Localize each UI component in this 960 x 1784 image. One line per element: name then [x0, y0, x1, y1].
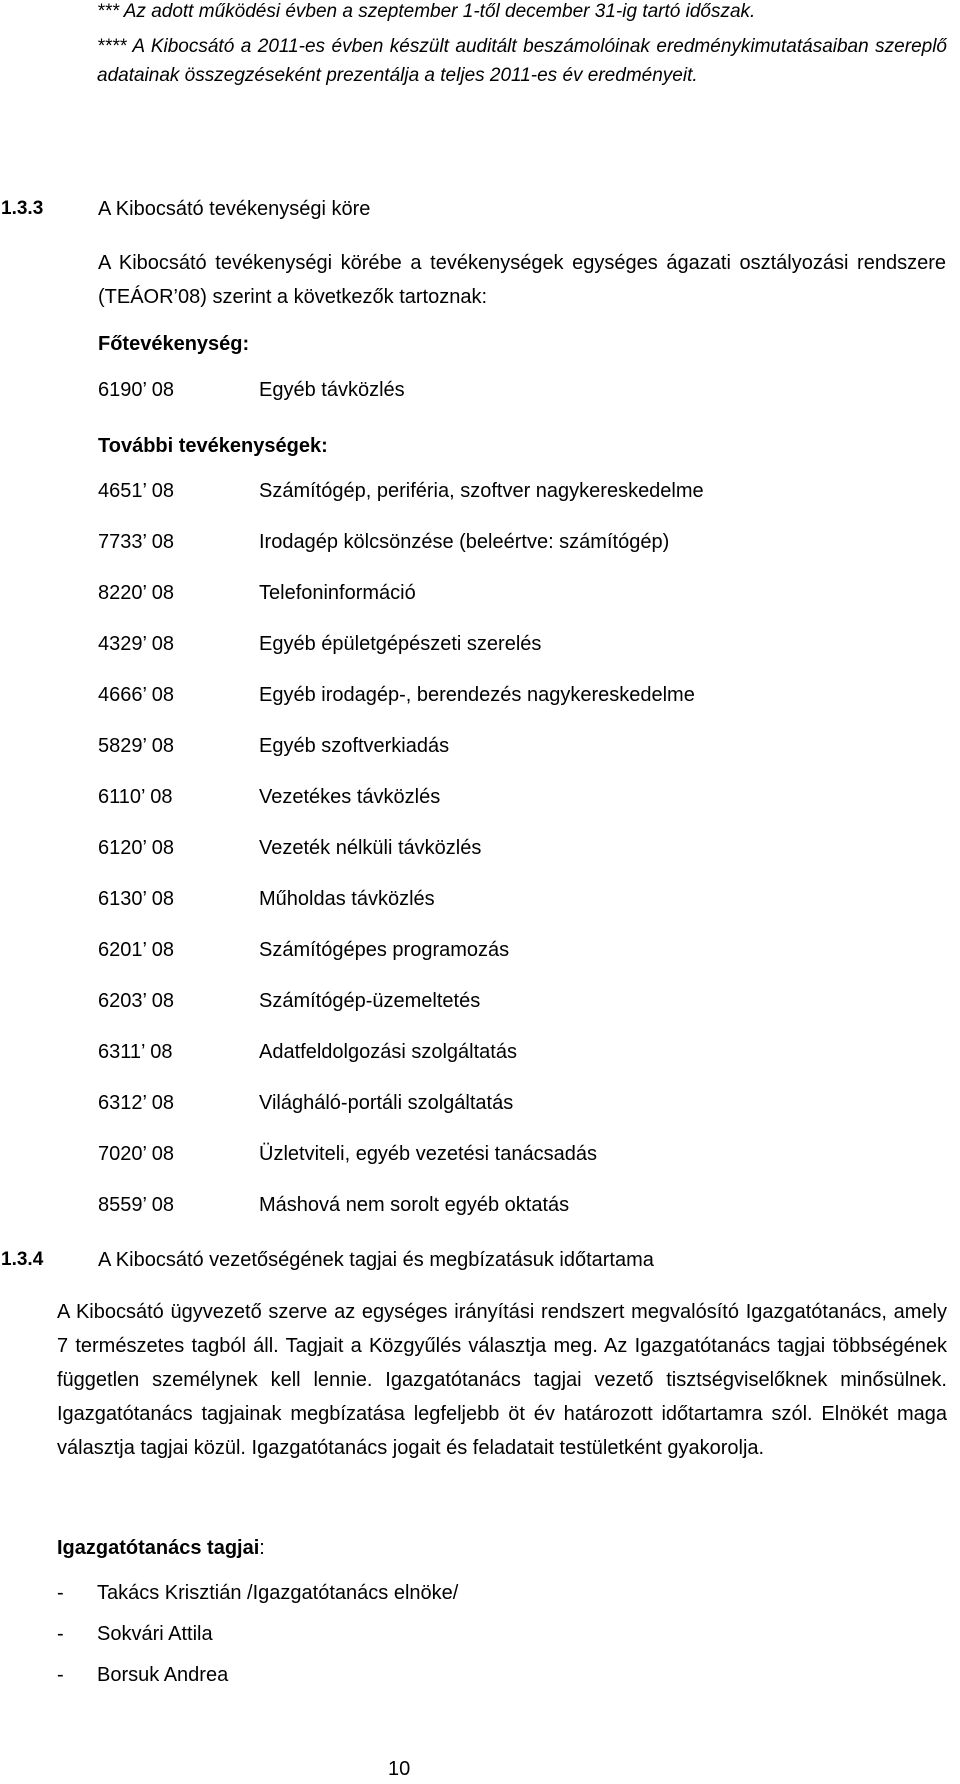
member-name: Sokvári Attila: [97, 1623, 213, 1645]
footnote-4: **** A Kibocsátó a 2011-es évben készült auditált beszámolóinak eredménykimutatásaiban szereplő adatainak összegzéseként prezentálja a teljes 2011-es év eredményeit.: [97, 36, 947, 86]
activity-code: 6130’ 08: [98, 888, 174, 910]
activity-code: 8559’ 08: [98, 1194, 174, 1216]
activity-row: [98, 837, 918, 863]
section-134-number: 1.3.4: [1, 1249, 44, 1270]
activity-row: [98, 1092, 918, 1118]
activity-code: 7020’ 08: [98, 1143, 174, 1165]
activity-description: Számítógép-üzemeltetés: [259, 990, 481, 1012]
list-dash: -: [57, 1582, 64, 1604]
activity-row: [98, 939, 918, 965]
section-134-paragraph: A Kibocsátó ügyvezető szerve az egységes irányítási rendszert megvalósító Igazgatótanács, amely 7 természetes tagból áll. Tagjait a Közgyűlés választja meg. Az Igazgatótanács tagjai többségének független személynek kell lennie. Igazgatótanács tagjai vezető tisztségviselőknek minősülnek. Igazgatótanács tagjainak megbízatása legfeljebb öt év határozott időtartamra szól. Elnökét maga választja tagjai közül. Igazgatótanács jogait és feladatait testületként gyakorolja.: [57, 1301, 947, 1459]
activity-code: 6201’ 08: [98, 939, 174, 961]
activity-code: 6190’ 08: [98, 379, 174, 401]
activity-code: 4329’ 08: [98, 633, 174, 655]
activity-description: Világháló-portáli szolgáltatás: [259, 1092, 514, 1114]
other-activities-heading: További tevékenységek:: [98, 435, 328, 457]
activity-code: 6120’ 08: [98, 837, 174, 859]
activity-row: [98, 888, 918, 914]
activity-description: Egyéb épületgépészeti szerelés: [259, 633, 542, 655]
activity-description: Egyéb szoftverkiadás: [259, 735, 450, 757]
members-heading: [57, 1537, 265, 1560]
activity-description: Vezetékes távközlés: [259, 786, 441, 808]
page-number: 10: [388, 1758, 411, 1780]
activity-code: 4651’ 08: [98, 480, 174, 502]
list-dash: -: [57, 1664, 64, 1686]
activity-description: Üzletviteli, egyéb vezetési tanácsadás: [259, 1143, 597, 1165]
activity-description: Számítógép, periféria, szoftver nagykereskedelme: [259, 480, 704, 502]
section-133-number: 1.3.3: [1, 198, 44, 219]
activity-row: [98, 582, 918, 608]
activity-description: Egyéb irodagép-, berendezés nagykereskedelme: [259, 684, 695, 706]
activity-row: [98, 633, 918, 659]
activity-row: [98, 1143, 918, 1169]
member-name: Borsuk Andrea: [97, 1664, 229, 1686]
activity-description: Számítógépes programozás: [259, 939, 510, 961]
activity-description: Műholdas távközlés: [259, 888, 435, 910]
activity-row: [98, 684, 918, 710]
activity-code: 4666’ 08: [98, 684, 174, 706]
activity-description: Adatfeldolgozási szolgáltatás: [259, 1041, 517, 1063]
activity-row: [98, 1041, 918, 1067]
activity-description: Egyéb távközlés: [259, 379, 405, 401]
activity-code: 7733’ 08: [98, 531, 174, 553]
members-label: Igazgatótanács tagjai: [57, 1537, 260, 1559]
list-dash: -: [57, 1623, 64, 1645]
main-activity-heading: Főtevékenység:: [98, 333, 250, 355]
activity-row: [98, 1194, 918, 1220]
activity-description: Vezeték nélküli távközlés: [259, 837, 482, 859]
section-133-title: A Kibocsátó tevékenységi köre: [98, 198, 371, 220]
activity-code: 6203’ 08: [98, 990, 174, 1012]
activity-code: 8220’ 08: [98, 582, 174, 604]
activity-row: [98, 990, 918, 1016]
activity-code: 5829’ 08: [98, 735, 174, 757]
section-134-title: A Kibocsátó vezetőségének tagjai és megbízatásuk időtartama: [98, 1249, 654, 1271]
activity-code: 6312’ 08: [98, 1092, 174, 1114]
activity-row: [98, 480, 918, 506]
activity-row: [98, 786, 918, 812]
activity-row: [98, 735, 918, 761]
activity-description: Máshová nem sorolt egyéb oktatás: [259, 1194, 570, 1216]
activity-code: 6311’ 08: [98, 1041, 173, 1063]
main-activity-row: [98, 379, 918, 405]
members-colon: :: [259, 1537, 265, 1559]
activity-code: 6110’ 08: [98, 786, 173, 808]
footnote-3: *** Az adott működési évben a szeptember 1-től december 31-ig tartó időszak.: [97, 1, 756, 22]
member-name: Takács Krisztián /Igazgatótanács elnöke/: [97, 1582, 459, 1604]
activity-description: Telefoninformáció: [259, 582, 416, 604]
activity-description: Irodagép kölcsönzése (beleértve: számítógép): [259, 531, 670, 553]
section-133-intro: A Kibocsátó tevékenységi körébe a tevékenységek egységes ágazati osztályozási rendszere (TEÁOR’08) szerint a következők tartoznak:: [98, 252, 946, 308]
activity-row: [98, 531, 918, 557]
